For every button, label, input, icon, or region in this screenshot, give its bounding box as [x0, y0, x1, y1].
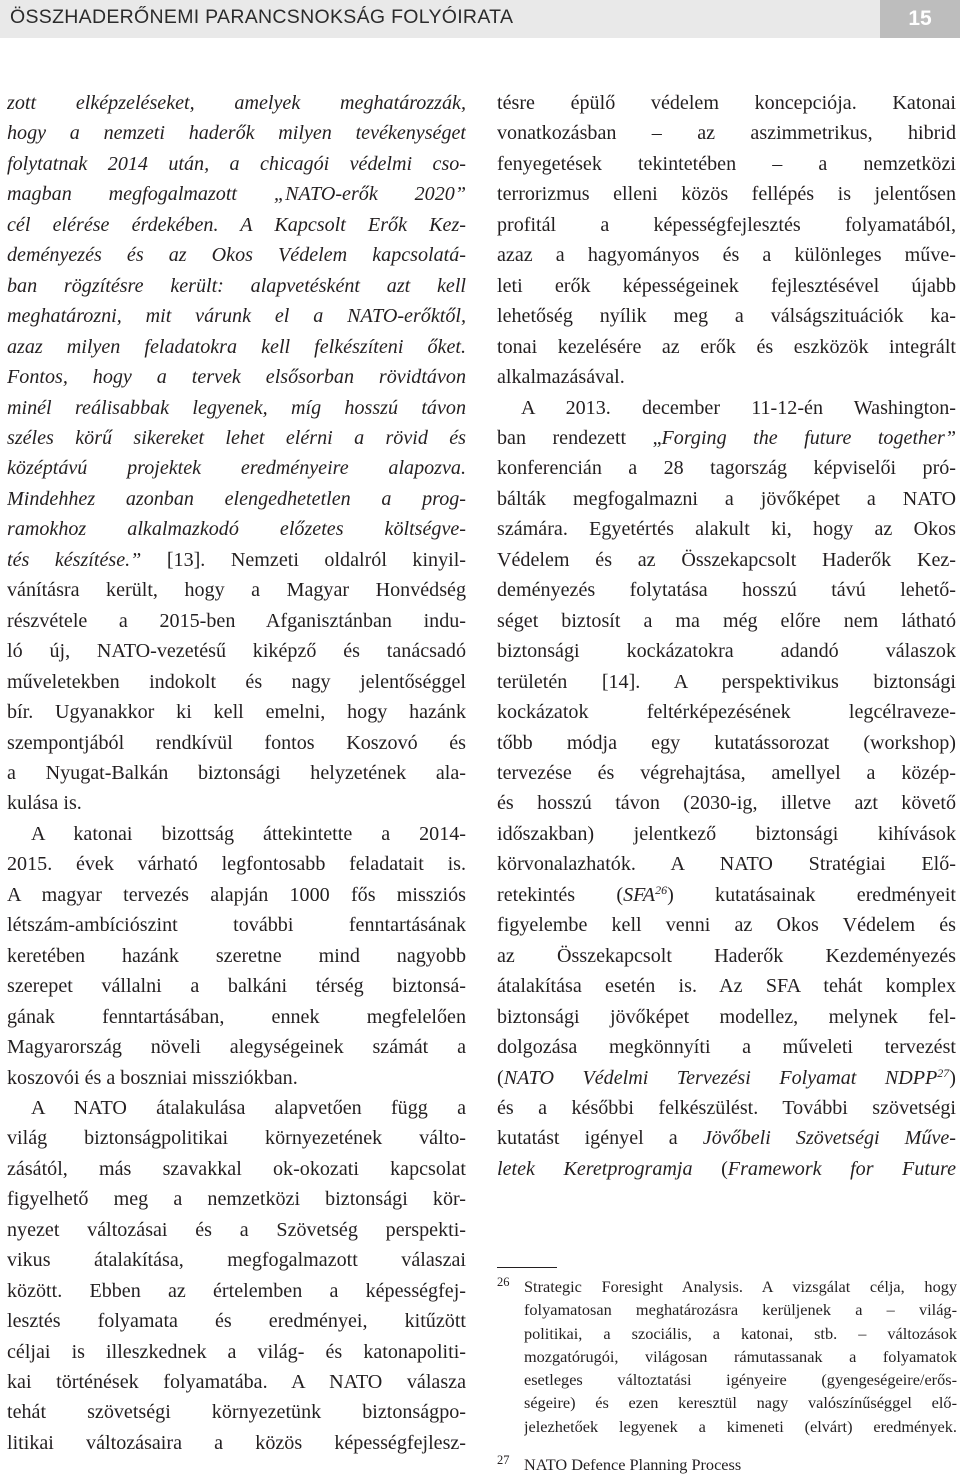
footnote-line: ségeire) és ezen keresztül nagy valószínűséggel elő-: [524, 1393, 957, 1413]
text-run: kutatást igényel a: [497, 1127, 703, 1150]
text-line: [497, 1123, 956, 1153]
text-line: [497, 1063, 956, 1093]
footnote-27: [497, 1453, 957, 1476]
text-line: biztonsági kockázatokra adandó válaszok: [497, 640, 956, 663]
text-line: biztonsági jövőképet modellez, melynek fel-: [497, 1005, 956, 1028]
footnote-separator: [497, 1267, 557, 1268]
text-line: figyelhető meg a nemzetközi biztonsági kör-: [7, 1188, 466, 1211]
text-line: meghatározni, mit várunk el a NATO-erőktől,: [7, 305, 466, 328]
text-line: időszakban) jelentkező biztonsági kihívások: [497, 822, 956, 845]
footnote-line: NATO Defence Planning Process: [524, 1455, 742, 1474]
text-line: Védelem és az Összekapcsolt Haderők Kez-: [497, 548, 956, 571]
text-run-italic: NATO Védelmi Tervezési Folyamat NDPP: [503, 1066, 938, 1089]
text-line: céljai is illeszkednek a világ- és katonapoliti-: [7, 1340, 466, 1363]
text-line: világ biztonságpolitikai környezetének válto-: [7, 1127, 466, 1150]
paragraph: [7, 88, 466, 819]
text-line: gának fenntartásában, ennek megfelelően: [7, 1005, 466, 1028]
text-line: szerepet vállalni a balkáni térség biztonsá-: [7, 975, 466, 998]
footnote-number: 26: [497, 1275, 510, 1289]
text-line: minél reálisabbak legyenek, míg hosszú távon: [7, 396, 466, 419]
footnote-ref-27[interactable]: 27: [937, 1065, 950, 1080]
text-line: területén [14]. A perspektivikus biztonsági: [497, 670, 956, 693]
footnote-body: [524, 1275, 957, 1438]
text-line: létszám-ambíciószint további fenntartásának: [7, 914, 466, 937]
text-line: hogy a nemzeti haderők milyen tevékenységet: [7, 122, 466, 145]
footnote-line: Strategic Foresight Analysis. A vizsgálat célja, hogy: [524, 1277, 957, 1296]
text-line: Mindehhez azonban elengedhetetlen a prog-: [7, 487, 466, 510]
text-line: a Nyugat-Balkán biztonsági helyzetének ala-: [7, 761, 466, 784]
running-header: [0, 0, 960, 38]
text-line: széles körű sikereket lehet elérni a rövid és: [7, 426, 466, 449]
text-line: szempontjából rendkívül fontos Koszovó és: [7, 731, 466, 754]
text-line: azaz milyen feladatokra kell felkészíteni őket.: [7, 335, 466, 358]
text-line: ló új, NATO-vezetésű kiképző és tanácsadó: [7, 640, 466, 663]
text-line: az Összekapcsolt Haderők Kezdeményezés: [497, 944, 956, 967]
text-line: tervezése és végrehajtása, amellyel a közép-: [497, 761, 956, 784]
text-run-italic: SFA: [623, 883, 656, 906]
text-line: körvonalazhatók. A NATO Stratégiai Elő-: [497, 853, 956, 876]
paragraph: [7, 819, 466, 1093]
text-line: és a későbbi felkészülést. További szövetségi: [497, 1096, 956, 1119]
footnote-line: mozgatórugói, világosan rámutassanak a folyamatok: [524, 1346, 957, 1366]
text-line: magban megfogalmazott „NATO-erők 2020”: [7, 183, 466, 206]
text-line: tonai kezelésére az erők és eszközök integrált: [497, 335, 956, 358]
text-line: ban rendezett „Forging the future together”: [497, 426, 956, 449]
text-line: Fontos, hogy a tervek elsősorban rövidtávon: [7, 366, 466, 389]
text-line: séget biztosít a ma még előre nem látható: [497, 609, 956, 632]
footnote-26: [497, 1275, 957, 1438]
text-line: 2015. évek várható legfontosabb feladatait is.: [7, 853, 466, 876]
text-line: között. Ebben az értelemben a képességfej-: [7, 1279, 466, 1302]
footnote-line: jelezhetőek legyenek a kimeneti (elvárt) eredmények.: [524, 1416, 957, 1436]
text-line: kai történések folyamatába. A NATO válasza: [7, 1371, 466, 1394]
text-line: nyezet változásai és a Szövetség perspekti-: [7, 1218, 466, 1241]
page-number: 15: [880, 0, 960, 38]
text-line: fenyegetések tekintetében – a nemzetközi: [497, 152, 956, 175]
text-line: A 2013. december 11-12-én Washington-: [521, 396, 956, 419]
text-line: terrorizmus elleni közös fellépés is jelentősen: [497, 183, 956, 206]
text-run: [13]. Nemzeti oldalról kinyil-: [141, 548, 466, 571]
text-line: figyelembe kell venni az Okos Védelem és: [497, 914, 956, 937]
text-run: ) kutatásainak eredményeit: [667, 883, 956, 906]
text-line: zásától, más szavakkal ok-okozati kapcsolat: [7, 1157, 466, 1180]
text-run: retekintés (: [497, 883, 624, 906]
text-line: bír. Ugyanakkor ki kell emelni, hogy hazánk: [7, 701, 466, 724]
footnote-line: folyamatosan meghatározásra kerüljenek a – világ-: [524, 1300, 957, 1320]
paragraph: [7, 1093, 466, 1458]
text-line: azaz a hagyományos és a különleges műve-: [497, 244, 956, 267]
text-line: kockázatok feltérképezésének legcélraveze-: [497, 701, 956, 724]
footnote-number: 27: [497, 1453, 510, 1467]
footnote-line: esetleges változtatási igényeire (gyengeségeire/erős-: [524, 1370, 957, 1390]
text-run-italic: tés készítése.”: [7, 548, 142, 571]
text-line: leti erők képességeinek fejlesztésével újabb: [497, 274, 956, 297]
text-line: deményezés folytatása hosszú távú lehető-: [497, 579, 956, 602]
text-line: bálták megfogalmazni a jövőképet a NATO: [497, 487, 956, 510]
text-line: számára. Egyetértés alakult ki, hogy az Okos: [497, 518, 956, 541]
text-run: (: [692, 1157, 728, 1180]
text-line: tésre épülő védelem koncepciója. Katonai: [497, 92, 956, 114]
text-line: A NATO átalakulása alapvetően függ a: [31, 1096, 466, 1119]
text-line: litikai változásaira a közös képességfejlesz-: [7, 1431, 466, 1454]
text-run-italic: Jövőbeli Szövetségi Műve-: [702, 1127, 956, 1150]
text-line: alkalmazásával.: [497, 366, 625, 389]
text-line: részvétele a 2015-ben Afganisztánban indu-: [7, 609, 466, 632]
text-line: kulása is.: [7, 792, 82, 815]
text-run-italic: letek Keretprogramja: [497, 1157, 693, 1180]
paragraph: [497, 88, 956, 393]
text-line: deményezés és az Okos Védelem kapcsolatá-: [7, 244, 466, 267]
text-line: lehetőség nyílik meg a válságszituációk ka-: [497, 305, 956, 328]
text-line: zott elképzeléseket, amelyek meghatározzák,: [7, 92, 466, 114]
text-line: ban rögzítésre került: alapvetésként azt kell: [7, 274, 466, 297]
text-line: és hosszú távon (2030-ig, illetve azt követő: [497, 792, 956, 815]
text-line: ramokhoz alkalmazkodó előzetes költségve-: [7, 518, 466, 541]
text-line: [7, 545, 466, 575]
text-line: A magyar tervezés alapján 1000 fős missziós: [7, 883, 466, 906]
text-line: dolgozása megkönnyíti a műveleti tervezést: [497, 1036, 956, 1059]
footnote-line: politikai, a szociális, a katonai, stb. – változások: [524, 1323, 957, 1343]
footnote-body: [524, 1453, 957, 1476]
text-line: tőbb módja egy kutatássorozat (workshop): [497, 731, 956, 754]
right-column: [497, 88, 956, 1184]
left-column: [7, 88, 466, 1458]
text-line: Magyarország növeli alegységeinek számát a: [7, 1036, 466, 1059]
text-line: cél elérése érdekében. A Kapcsolt Erők Kez-: [7, 213, 466, 236]
text-line: műveletekben indokolt és nagy jelentőséggel: [7, 670, 466, 693]
text-line: középtávú projektek eredményeire alapozva.: [7, 457, 466, 480]
text-line: [497, 1154, 956, 1184]
text-line: folytatnak 2014 után, a chicagói védelmi cso-: [7, 152, 466, 175]
text-run: ban rendezett: [497, 426, 653, 449]
text-line: vikus átalakítása, megfogalmazott válaszai: [7, 1249, 466, 1272]
text-line: lesztés folyamata és eredményei, kitűzött: [7, 1310, 466, 1333]
footnote-ref-26[interactable]: 26: [655, 882, 668, 897]
text-line: konferencián a 28 tagország képviselői pró-: [497, 457, 956, 480]
text-run: (: [497, 1066, 504, 1089]
text-line: vonatkozásban – az aszimmetrikus, hibrid: [497, 122, 956, 145]
text-line: tehát szövetségi környezetünk biztonságpo-: [7, 1401, 466, 1424]
text-run-italic: Framework for Future: [727, 1157, 956, 1180]
text-line: profitál a képességfejlesztés folyamatából,: [497, 213, 956, 236]
text-line: keretében hazánk szeretne mind nagyobb: [7, 944, 466, 967]
text-line: átalakítása esetén is. Az SFA tehát komplex: [497, 975, 956, 998]
journal-title: ÖSSZHADERŐNEMI PARANCSNOKSÁG FOLYÓIRATA: [10, 6, 514, 28]
text-run-italic: Forging the future together”: [661, 426, 956, 449]
text-line: vánításra került, hogy a Magyar Honvédség: [7, 579, 466, 602]
text-line: [497, 880, 956, 910]
text-line: koszovói és a boszniai missziókban.: [7, 1066, 298, 1089]
paragraph: [497, 393, 956, 1185]
text-line: A katonai bizottság áttekintette a 2014-: [31, 822, 466, 845]
text-run: ): [949, 1066, 956, 1089]
